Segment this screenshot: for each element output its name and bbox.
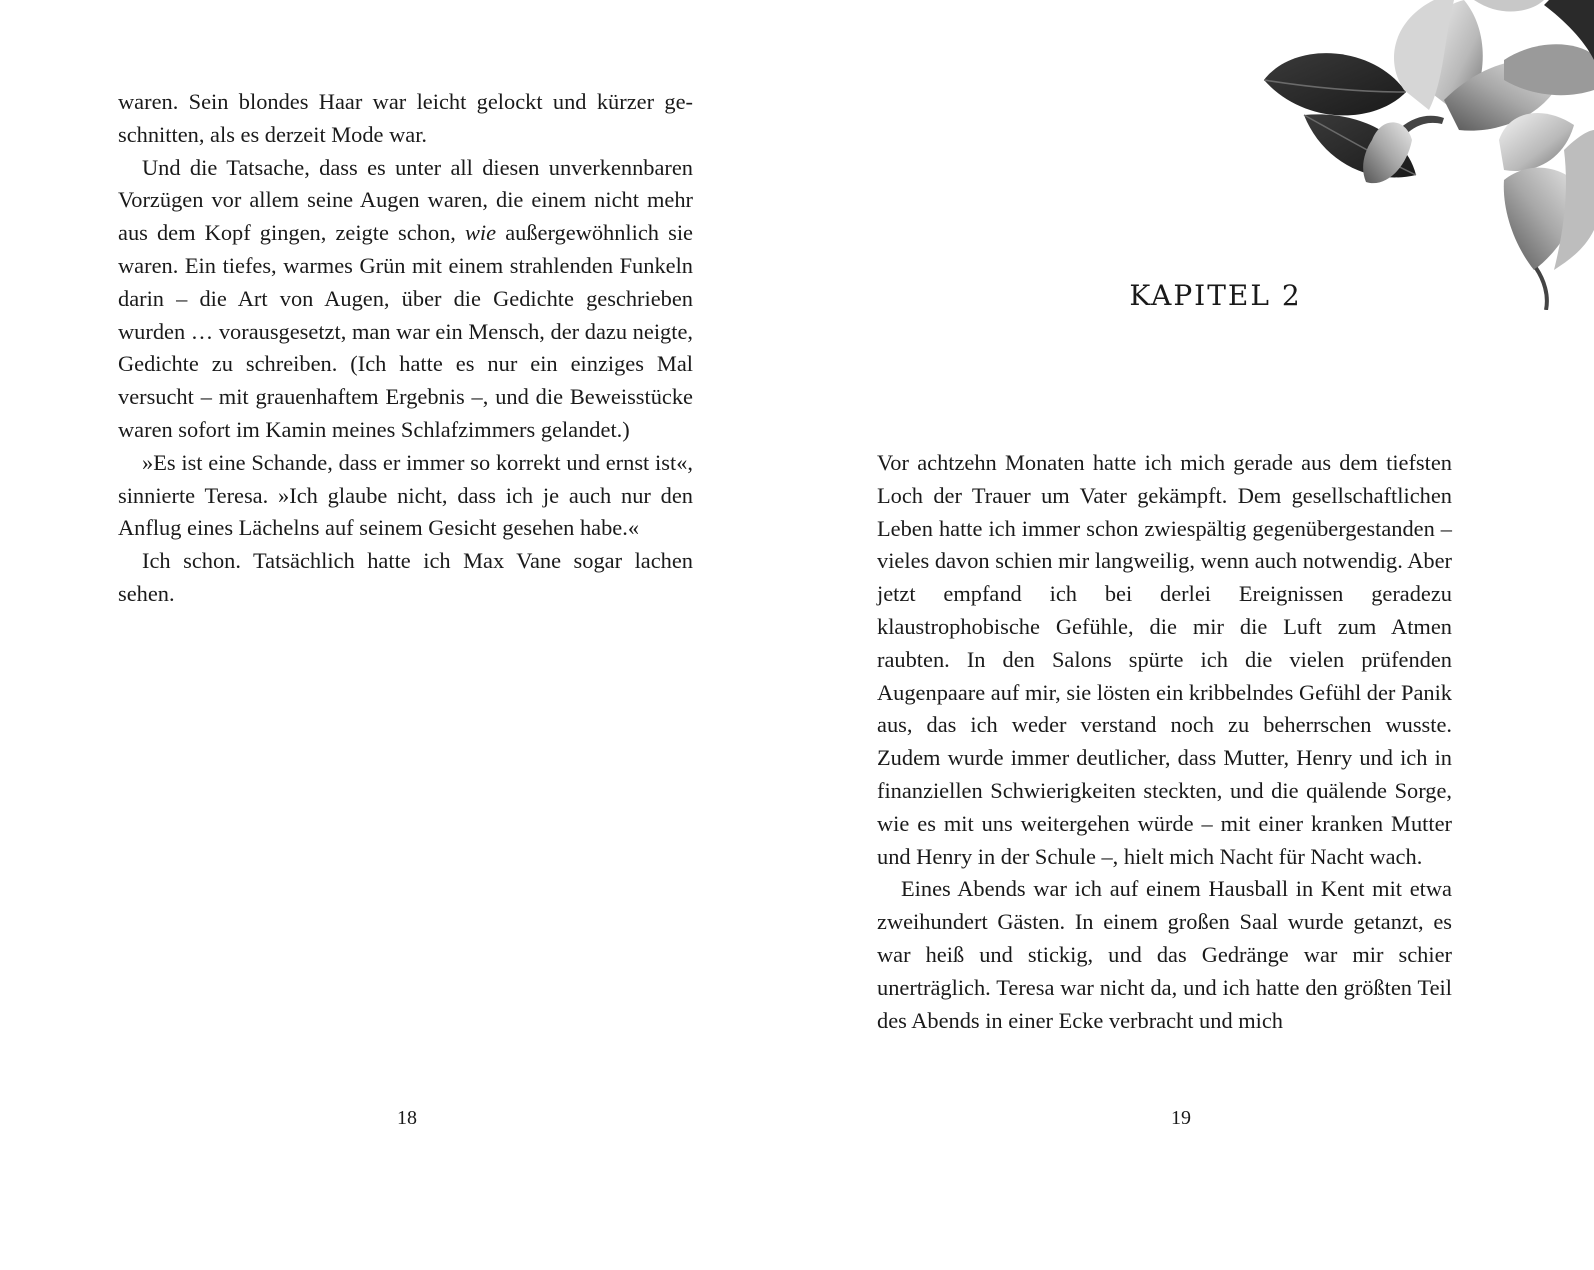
paragraph-text: außergewöhnlich sie waren. Ein tiefes, warmes Grün mit einem strahlenden Funkeln darin – die Art von Augen, über die Gedichte geschrieben wurden … vorausgesetzt, man war ein Mensch, der dazu neigte, Gedichte zu schreiben. (Ich hatte es nur ein einziges Mal versucht – mit grauenhaftem Ergebnis –, und die Beweisstücke waren sofort im Kamin meines Schlafzimmers gelandet.) (118, 220, 693, 442)
flower-petal-icon (1474, 0, 1544, 12)
chapter-title: KAPITEL 2 (1129, 279, 1302, 312)
paragraph: waren. Sein blondes Haar war leicht gelockt und kürzer geschnitten, als es derzeit Mode war. (118, 89, 693, 147)
page-number: 18 (397, 1107, 417, 1129)
paragraph: Eines Abends war ich auf einem Hausball in Kent mit etwa zweihundert Gästen. In einem großen Saal wurde getanzt, es war heiß und stickig, und das Gedränge war mir schier unerträglich. Teresa war nicht da, und ich hatte den größten Teil des Abends in einer Ecke verbracht und mich (877, 876, 1452, 1033)
paragraph-text: Und die Tatsache, dass es unter all diesen unverkennbaren Vorzügen vor allem seine Augen waren, die einem nicht mehr aus dem Kopf gingen, zeigte schon, (118, 154, 693, 246)
left-page-text (118, 86, 693, 611)
right-page (797, 0, 1594, 1270)
paragraph: Vor achtzehn Monaten hatte ich mich gerade aus dem tiefsten Loch der Trauer um Vater gekämpft. Dem gesellschaftlichen Leben hatte ich immer schon zwiespältig gegenübergestanden – vieles davon schien mir langweilig, wenn auch notwendig. Aber jetzt empfand ich bei derlei Ereignissen geradezu klaustrophobische Gefühle, die mir die Luft zum Atmen raubten. In den Salons spürte ich die vielen prüfenden Augenpaare auf mir, sie lösten ein kribbelndes Gefühl der Panik aus, das ich weder verstand noch zu beherrschen wusste. Zudem wurde immer deutlicher, dass Mutter, Henry und ich in finanziellen Schwierigkeiten steckten, und die quälende Sorge, wie es mit uns weitergehen würde – mit einer kranken Mutter und Henry in der Schule –, hielt mich Nacht für Nacht wach. (877, 450, 1452, 869)
emphasis-text: wie (465, 220, 497, 246)
right-page-text (877, 447, 1452, 1037)
paragraph: Ich schon. Tatsächlich hatte ich Max Vane sogar lachen sehen. (118, 548, 693, 606)
paragraph (118, 152, 693, 447)
page-number: 19 (1171, 1107, 1191, 1129)
paragraph: »Es ist eine Schande, dass er immer so korrekt und ernst ist«, sinnierte Teresa. »Ich glaube nicht, dass ich je auch nur den Anflug eines Lächelns auf seinem Gesicht gesehen habe.« (118, 449, 693, 541)
leaf-icon (1264, 53, 1406, 115)
magnolia-flowers-illustration (1144, 0, 1594, 310)
